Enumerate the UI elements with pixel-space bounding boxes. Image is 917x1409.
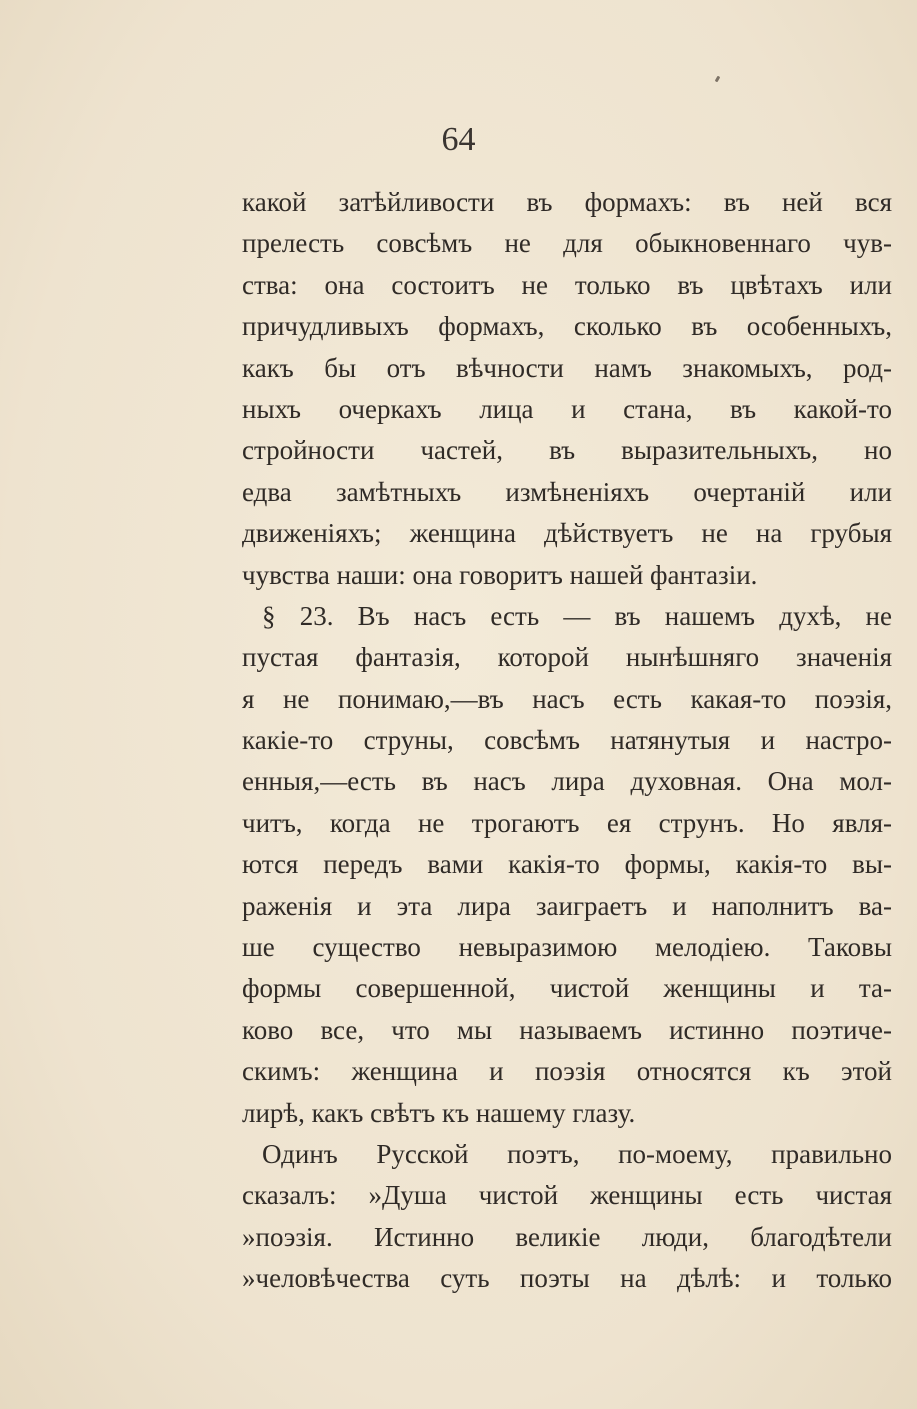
section-heading-line: § 23. Въ насъ есть — въ нашемъ духѣ, не (262, 600, 892, 631)
text-line: сказалъ: »Душа чистой женщины есть чистая (242, 1180, 892, 1211)
text-line: ныхъ очеркахъ лица и стана, въ какой-то (242, 393, 892, 424)
text-line: формы совершенной, чистой женщины и та- (242, 973, 892, 1004)
text-line: какъ бы отъ вѣчности намъ знакомыхъ, род- (242, 352, 892, 383)
text-line: какіе-то струны, совсѣмъ натянутыя и настро- (242, 725, 892, 756)
text-line: ются передъ вами какія-то формы, какія-то вы- (242, 849, 892, 880)
text-line: едва замѣтныхъ измѣненіяхъ очертаній или (242, 476, 892, 507)
text-line: енныя,—есть въ насъ лира духовная. Она мол- (242, 766, 892, 797)
text-line: »человѣчества суть поэты на дѣлѣ: и только (242, 1263, 892, 1294)
text-line: ше существо невыразимою мелодіею. Таковы (242, 932, 892, 963)
text-line: я не понимаю,—въ насъ есть какая-то поэзія, (242, 683, 892, 714)
text-line: раженія и эта лира заиграетъ и наполнитъ ва- (242, 890, 892, 921)
text-line: пустая фантазія, которой нынѣшняго значенія (242, 642, 892, 673)
text-line: стройности частей, въ выразительныхъ, но (242, 435, 892, 466)
paragraph-start-line: Одинъ Русской поэтъ, по-моему, правильно (262, 1138, 892, 1169)
text-line: »поэзія. Истинно великіе люди, благодѣтели (242, 1221, 892, 1252)
text-line: ково все, что мы называемъ истинно поэтиче- (242, 1014, 892, 1045)
paragraph-end-line: чувства наши: она говоритъ нашей фантазіи. (242, 559, 758, 590)
text-line: скимъ: женщина и поэзія относятся къ этой (242, 1056, 892, 1087)
paper-speck (715, 76, 721, 83)
paragraph-end-line: лирѣ, какъ свѣтъ къ нашему глазу. (242, 1097, 636, 1128)
page-number: 64 (441, 121, 476, 158)
text-line: ства: она состоитъ не только въ цвѣтахъ или (242, 269, 892, 300)
text-line: читъ, когда не трогаютъ ея струнъ. Но явля- (242, 807, 892, 838)
body-text (242, 182, 892, 1300)
text-line: какой затѣйливости въ формахъ: въ ней вся (242, 187, 892, 217)
text-line: причудливыхъ формахъ, сколько въ особенныхъ, (242, 311, 892, 342)
text-line: движеніяхъ; женщина дѣйствуетъ не на грубыя (242, 518, 892, 549)
text-line: прелесть совсѣмъ не для обыкновеннаго чув- (242, 228, 892, 259)
